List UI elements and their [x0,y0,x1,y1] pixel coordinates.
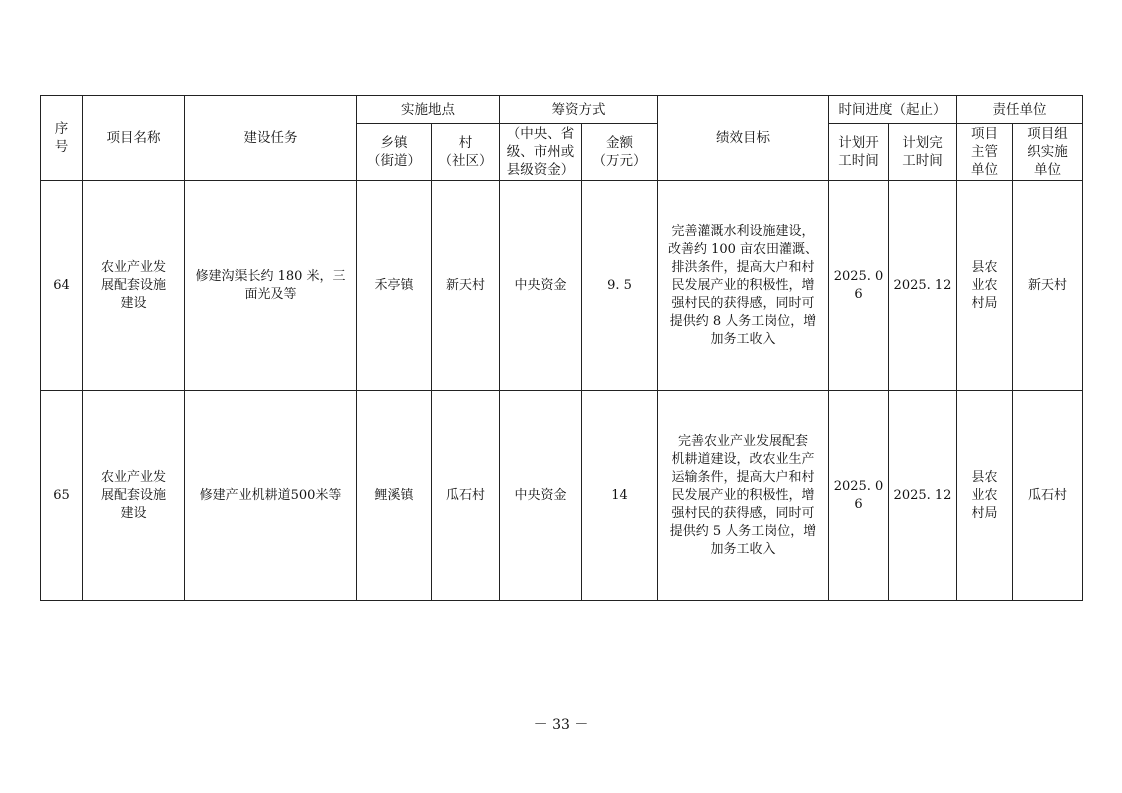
header-funding-group: 筹资方式 [500,96,658,124]
cell-plan-start: 2025. 0 6 [829,391,889,601]
cell-town: 鲤溪镇 [357,391,432,601]
cell-plan-end: 2025. 12 [889,181,957,391]
cell-amount: 14 [582,391,658,601]
cell-fund-source: 中央资金 [500,391,582,601]
cell-project-name: 农业产业发 展配套设施 建设 [83,391,185,601]
header-plan-end: 计划完 工时间 [889,124,957,181]
cell-project-name: 农业产业发 展配套设施 建设 [83,181,185,391]
header-seq: 序 号 [41,96,83,181]
cell-impl-unit: 新天村 [1013,181,1083,391]
header-resp-group: 责任单位 [957,96,1083,124]
cell-impl-unit: 瓜石村 [1013,391,1083,601]
page-number: － 33 － [533,717,589,733]
header-row-1 [41,96,1083,124]
header-amount: 金额 （万元） [582,124,658,181]
cell-seq: 65 [41,391,83,601]
header-village: 村 （社区） [432,124,500,181]
cell-perf-goal: 完善农业产业发展配套 机耕道建设，改农业生产 运输条件，提高大户和村 民发展产业的积极性，增 强村民的获得感，同时可 提供约 5 人务工岗位，增 加务工收入 [658,391,829,601]
cell-village: 新天村 [432,181,500,391]
header-construction-task: 建设任务 [185,96,357,181]
cell-amount: 9. 5 [582,181,658,391]
header-location-group: 实施地点 [357,96,500,124]
project-table [40,95,1083,601]
header-town: 乡镇 （街道） [357,124,432,181]
header-perf-goal: 绩效目标 [658,96,829,181]
cell-town: 禾亭镇 [357,181,432,391]
cell-village: 瓜石村 [432,391,500,601]
header-plan-start: 计划开 工时间 [829,124,889,181]
cell-dept: 县农 业农 村局 [957,391,1013,601]
cell-fund-source: 中央资金 [500,181,582,391]
cell-perf-goal: 完善灌溉水利设施建设， 改善约 100 亩农田灌溉、 排洪条件，提高大户和村 民发展产业的积极性，增 强村民的获得感，同时可 提供约 8 人务工岗位，增 加务工收入 [658,181,829,391]
header-impl-unit: 项目组 织实施 单位 [1013,124,1083,181]
header-fund-source: （中央、省 级、市州或 县级资金） [500,124,582,181]
cell-seq: 64 [41,181,83,391]
header-project-name: 项目名称 [83,96,185,181]
cell-dept: 县农 业农 村局 [957,181,1013,391]
header-schedule-group: 时间进度（起止） [829,96,957,124]
cell-task: 修建产业机耕道500米等 [185,391,357,601]
header-dept: 项目 主管 单位 [957,124,1013,181]
cell-task: 修建沟渠长约 180 米，三 面光及等 [185,181,357,391]
cell-plan-end: 2025. 12 [889,391,957,601]
table-row [41,391,1083,601]
table-row [41,181,1083,391]
cell-plan-start: 2025. 0 6 [829,181,889,391]
